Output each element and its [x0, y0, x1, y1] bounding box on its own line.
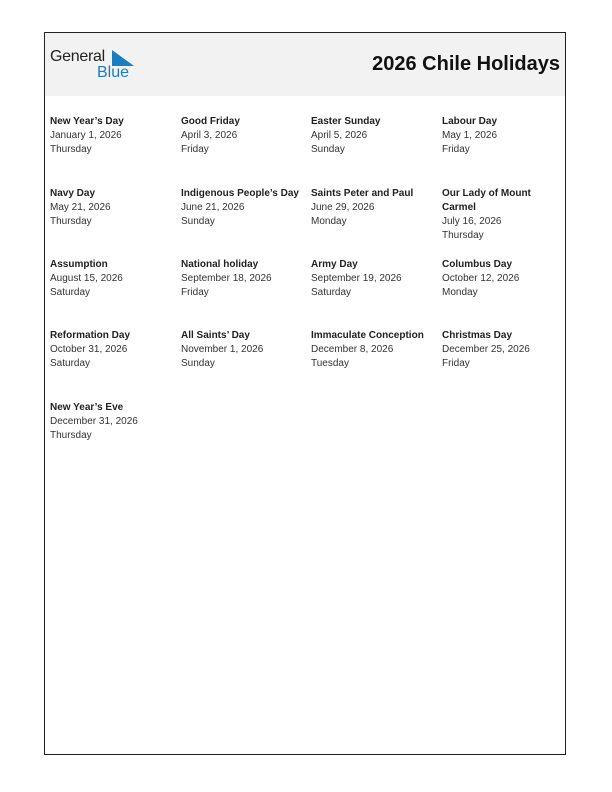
holiday-weekday: Saturday — [50, 358, 91, 369]
holiday-item — [50, 187, 175, 229]
generalblue-logo — [50, 48, 140, 84]
page-header — [45, 33, 565, 96]
holiday-date: October 12, 2026 — [442, 273, 520, 284]
holiday-item — [50, 401, 175, 443]
holiday-name: Indigenous People’s Day — [181, 188, 299, 199]
holiday-weekday: Thursday — [50, 144, 92, 155]
holiday-name: National holiday — [181, 259, 259, 270]
holiday-name: Reformation Day — [50, 330, 131, 341]
holiday-item — [442, 115, 567, 157]
calendar-page — [44, 32, 566, 755]
holiday-item — [50, 329, 175, 371]
holiday-date: January 1, 2026 — [50, 130, 122, 141]
holiday-name: Good Friday — [181, 116, 240, 127]
holiday-weekday: Friday — [181, 287, 209, 298]
holiday-date: November 1, 2026 — [181, 344, 264, 355]
holiday-date: May 1, 2026 — [442, 130, 498, 141]
holiday-item — [442, 187, 542, 243]
holiday-name: All Saints’ Day — [181, 330, 250, 341]
holiday-item — [50, 258, 175, 300]
holiday-item — [311, 187, 436, 229]
holiday-weekday: Thursday — [50, 430, 92, 441]
page-title: 2026 Chile Holidays — [372, 53, 560, 75]
holiday-date: August 15, 2026 — [50, 273, 123, 284]
holiday-date: September 19, 2026 — [311, 273, 402, 284]
holiday-name: Christmas Day — [442, 330, 513, 341]
holiday-weekday: Sunday — [181, 358, 215, 369]
holiday-weekday: Thursday — [50, 216, 92, 227]
holiday-name: Army Day — [311, 259, 358, 270]
holiday-date: December 8, 2026 — [311, 344, 394, 355]
holiday-name: New Year’s Day — [50, 116, 124, 127]
holiday-item — [311, 115, 436, 157]
holiday-item — [311, 329, 436, 371]
logo-blue-text: Blue — [97, 64, 130, 81]
holiday-date: April 5, 2026 — [311, 130, 368, 141]
holiday-name: Saints Peter and Paul — [311, 188, 414, 199]
holiday-weekday: Saturday — [50, 287, 91, 298]
holiday-name: Navy Day — [50, 188, 96, 199]
holiday-weekday: Thursday — [442, 230, 484, 241]
holiday-date: May 21, 2026 — [50, 202, 111, 213]
holiday-date: September 18, 2026 — [181, 273, 272, 284]
holiday-item — [181, 187, 306, 229]
holiday-item — [50, 115, 175, 157]
holiday-date: July 16, 2026 — [442, 216, 502, 227]
holiday-date: October 31, 2026 — [50, 344, 128, 355]
holiday-name: Assumption — [50, 259, 108, 270]
holiday-weekday: Saturday — [311, 287, 352, 298]
logo-general-text: General — [50, 48, 105, 65]
holiday-weekday: Sunday — [311, 144, 345, 155]
holiday-name: Columbus Day — [442, 259, 513, 270]
holiday-date: December 25, 2026 — [442, 344, 530, 355]
holiday-item — [442, 329, 567, 371]
holiday-item — [181, 115, 306, 157]
holiday-item — [181, 258, 306, 300]
holiday-weekday: Monday — [311, 216, 347, 227]
holiday-name: New Year’s Eve — [50, 402, 124, 413]
holiday-date: June 21, 2026 — [181, 202, 245, 213]
holiday-weekday: Friday — [181, 144, 209, 155]
holiday-date: December 31, 2026 — [50, 416, 138, 427]
holiday-item — [442, 258, 567, 300]
holiday-date: June 29, 2026 — [311, 202, 375, 213]
holiday-item — [311, 258, 436, 300]
holiday-weekday: Sunday — [181, 216, 215, 227]
holiday-item — [181, 329, 306, 371]
holiday-weekday: Tuesday — [311, 358, 349, 369]
holiday-weekday: Friday — [442, 144, 470, 155]
holiday-name: Labour Day — [442, 116, 498, 127]
holiday-name: Our Lady of Mount Carmel — [442, 188, 531, 213]
holiday-weekday: Monday — [442, 287, 478, 298]
holiday-name: Easter Sunday — [311, 116, 381, 127]
holiday-date: April 3, 2026 — [181, 130, 238, 141]
holiday-name: Immaculate Conception — [311, 330, 424, 341]
holiday-weekday: Friday — [442, 358, 470, 369]
